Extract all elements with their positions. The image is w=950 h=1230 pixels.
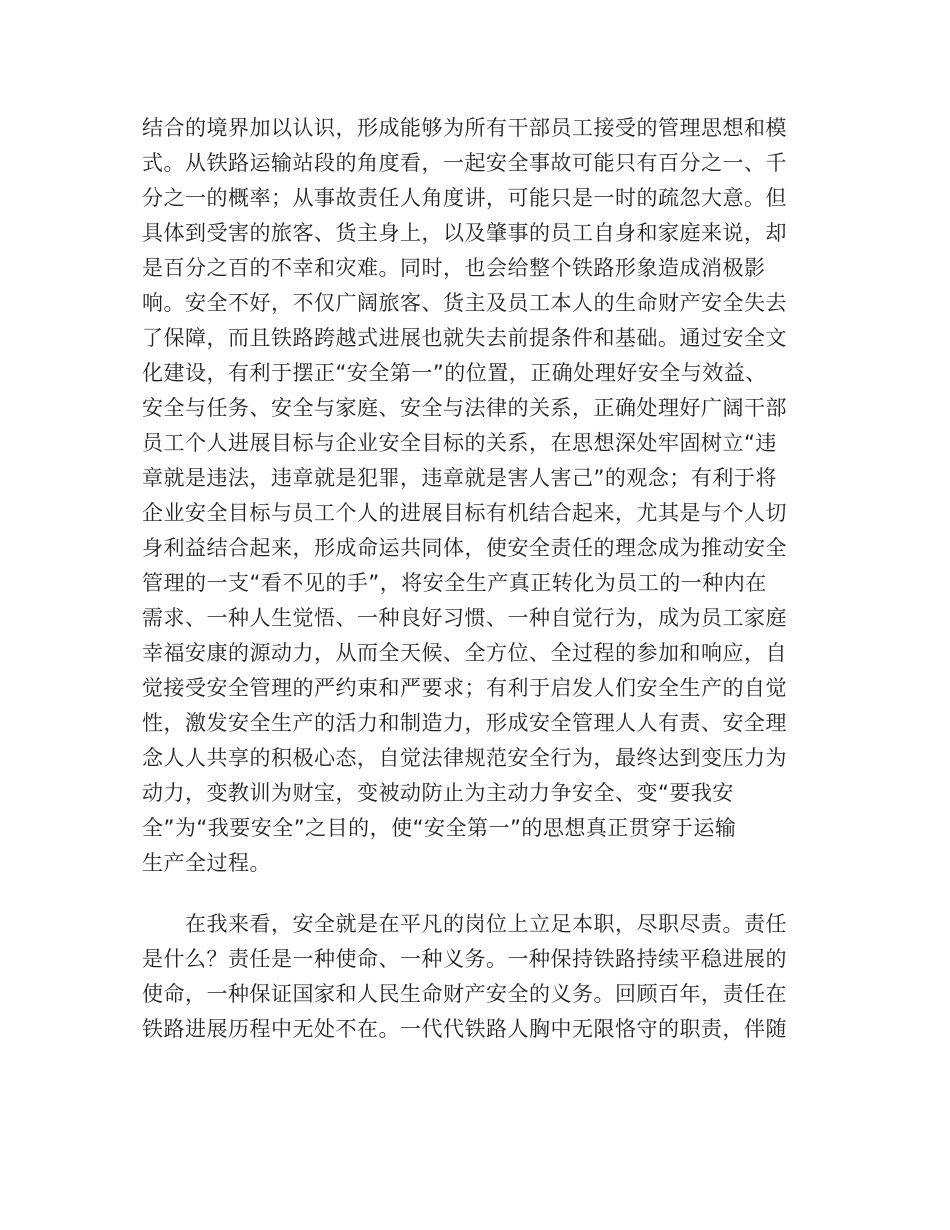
text-line: 需求、一种人生觉悟、一种良好习惯、一种自觉行为，成为员工家庭	[142, 606, 787, 630]
text-line: 铁路进展历程中无处不在。一代代铁路人胸中无限恪守的职责，伴随	[142, 1017, 787, 1041]
text-line: 性，激发安全生产的活力和制造力，形成安全管理人人有责、安全理	[142, 711, 787, 735]
text-line: 全”为“我要安全”之目的，使“安全第一”的思想真正贯穿于运输	[142, 816, 737, 840]
text-line: 是什么？责任是一种使命、一种义务。一种保持铁路持续平稳进展的	[142, 947, 787, 971]
text-line: 觉接受安全管理的严约束和严要求；有利于启发人们安全生产的自觉	[142, 676, 787, 700]
text-line: 化建设，有利于摆正“安全第一”的位置，正确处理好安全与效益、	[142, 361, 767, 385]
text-line: 响。安全不好，不仅广阔旅客、货主及员工本人的生命财产安全失去	[142, 291, 787, 315]
text-line: 在我来看，安全就是在平凡的岗位上立足本职，尽职尽责。责任	[185, 912, 787, 936]
text-line: 是百分之百的不幸和灾难。同时，也会给整个铁路形象造成消极影	[142, 256, 766, 280]
text-line: 安全与任务、安全与家庭、安全与法律的关系，正确处理好广阔干部	[142, 396, 787, 420]
text-line: 使命，一种保证国家和人民生命财产安全的义务。回顾百年，责任在	[142, 982, 787, 1006]
text-line: 企业安全目标与员工个人的进展目标有机结合起来，尤其是与个人切	[142, 501, 787, 525]
text-line: 了保障，而且铁路跨越式进展也就失去前提条件和基础。通过安全文	[142, 326, 787, 350]
text-line: 式。从铁路运输站段的角度看，一起安全事故可能只有百分之一、千	[142, 151, 787, 175]
text-line: 章就是违法，违章就是犯罪，违章就是害人害己”的观念；有利于将	[142, 466, 777, 490]
text-line: 念人人共享的积极心态，自觉法律规范安全行为，最终达到变压力为	[142, 746, 787, 770]
text-line: 员工个人进展目标与企业安全目标的关系，在思想深处牢固树立“违	[142, 431, 777, 455]
text-line: 生产全过程。	[142, 851, 271, 875]
text-line: 身利益结合起来，形成命运共同体，使安全责任的理念成为推动安全	[142, 536, 787, 560]
paragraph-1	[142, 111, 814, 881]
text-line: 分之一的概率；从事故责任人角度讲，可能只是一时的疏忽大意。但	[142, 186, 787, 210]
text-line: 管理的一支“看不见的手”，将安全生产真正转化为员工的一种内在	[142, 571, 767, 595]
text-line: 动力，变教训为财宝，变被动防止为主动力争安全、变“要我安	[142, 781, 734, 805]
text-line: 幸福安康的源动力，从而全天候、全方位、全过程的参加和响应，自	[142, 641, 787, 665]
paragraph-2	[142, 907, 814, 1047]
text-line: 具体到受害的旅客、货主身上，以及肇事的员工自身和家庭来说，却	[142, 221, 787, 245]
text-line: 结合的境界加以认识，形成能够为所有干部员工接受的管理思想和模	[142, 116, 787, 140]
